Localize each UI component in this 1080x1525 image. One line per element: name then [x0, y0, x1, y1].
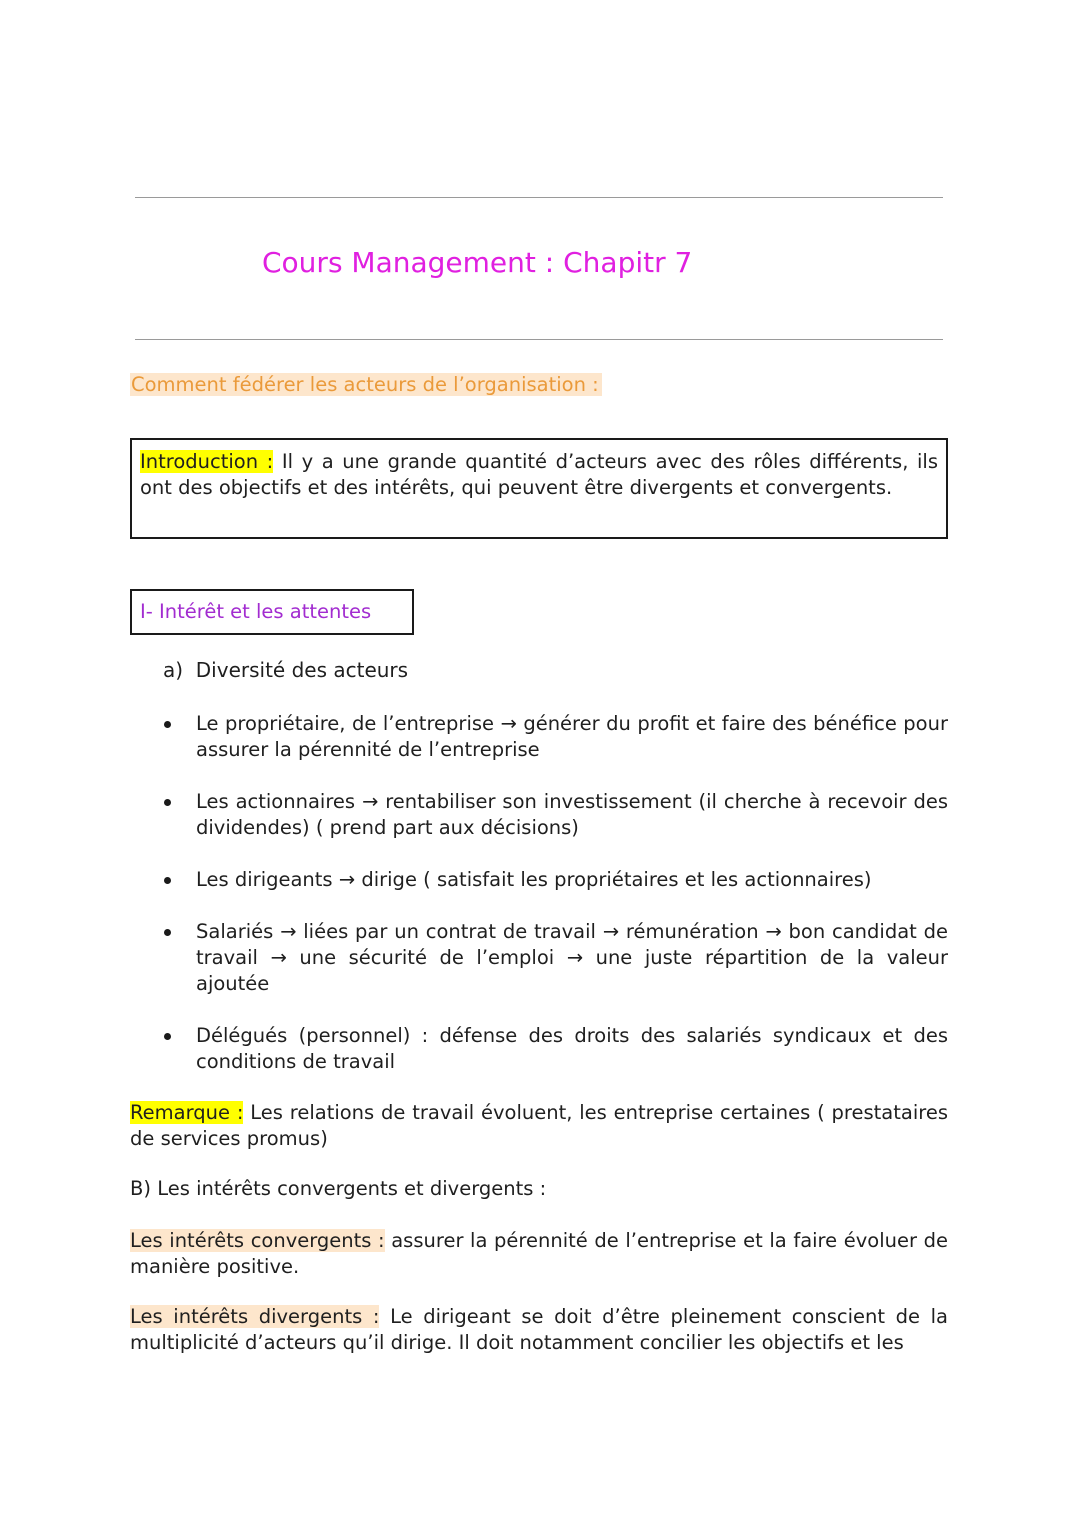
top-divider: [135, 197, 943, 198]
introduction-label: Introduction :: [140, 450, 274, 473]
section-heading: I- Intérêt et les attentes: [130, 589, 414, 635]
list-item-text: Salariés → liées par un contrat de travail → rémunération → bon candidat de travail → une sécurité de l’emploi → une juste répartition de la valeur ajoutée: [196, 920, 948, 995]
chapter-question: Comment fédérer les acteurs de l’organisation :: [130, 373, 602, 396]
subsection-a-label: a): [163, 658, 184, 682]
convergents-paragraph: [130, 1228, 948, 1280]
list-item: [196, 1023, 948, 1075]
list-item: [196, 919, 948, 997]
list-item-text: Les dirigeants → dirige ( satisfait les propriétaires et les actionnaires): [196, 868, 872, 891]
list-item: [196, 711, 948, 763]
subsection-a-title: Diversité des acteurs: [195, 658, 409, 682]
convergents-label: Les intérêts convergents :: [130, 1229, 385, 1252]
list-item-text: Le propriétaire, de l’entreprise → générer du profit et faire des bénéfice pour assurer la pérennité de l’entreprise: [196, 712, 948, 761]
divergents-text: Le dirigeant se doit d’être pleinement conscient de la multiplicité d’acteurs qu’il dirige. Il doit notamment concilier les objectifs et les: [130, 1305, 948, 1354]
page-title: Cours Management : Chapitr 7: [262, 246, 693, 279]
list-item-text: Délégués (personnel) : défense des droits des salariés syndicaux et des conditions de travail: [196, 1024, 948, 1073]
introduction-box: [130, 438, 948, 539]
subsection-a-heading: [163, 658, 408, 682]
convergents-text: assurer la pérennité de l’entreprise et la faire évoluer de manière positive.: [130, 1229, 948, 1278]
bullet-icon: [164, 929, 171, 936]
list-item: [196, 789, 948, 841]
remarque-text: Les relations de travail évoluent, les entreprise certaines ( prestataires de services promus): [130, 1101, 948, 1150]
bullet-icon: [164, 1033, 171, 1040]
list-item-text: Les actionnaires → rentabiliser son investissement (il cherche à recevoir des dividendes) ( prend part aux décisions): [196, 790, 948, 839]
subsection-b-label: B): [130, 1177, 151, 1200]
list-item: [196, 867, 948, 893]
introduction-text: Il y a une grande quantité d’acteurs avec des rôles différents, ils ont des objectifs et des intérêts, qui peuvent être divergents et convergents.: [140, 450, 938, 499]
bullet-icon: [164, 877, 171, 884]
title-divider: [135, 339, 943, 340]
bullet-icon: [164, 799, 171, 806]
remarque-label: Remarque :: [130, 1101, 244, 1124]
remarque-paragraph: [130, 1100, 948, 1152]
divergents-paragraph: [130, 1304, 948, 1356]
divergents-label: Les intérêts divergents :: [130, 1305, 380, 1328]
subsection-b-title: Les intérêts convergents et divergents :: [157, 1177, 547, 1200]
subsection-b-heading: [130, 1177, 546, 1200]
bullet-icon: [164, 721, 171, 728]
